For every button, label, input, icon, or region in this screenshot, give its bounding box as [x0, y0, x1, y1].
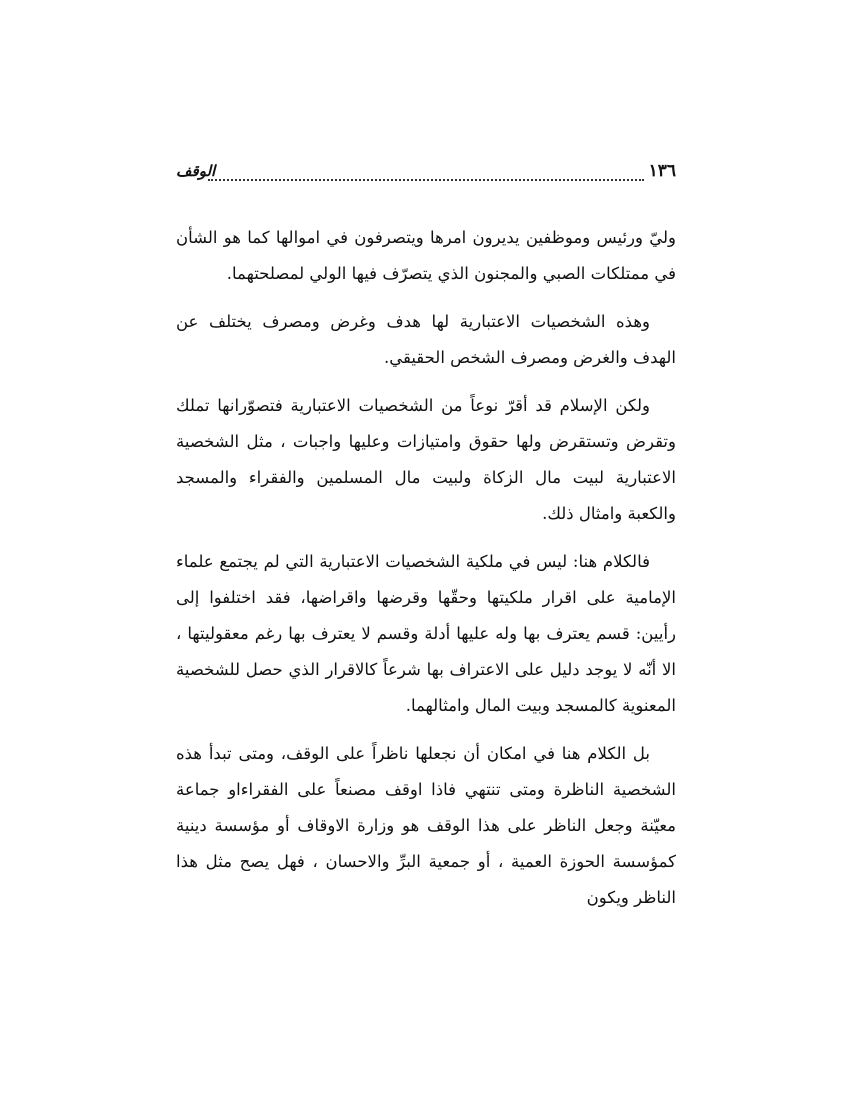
paragraph-4: فالكلام هنا: ليس في ملكية الشخصيات الاعتبارية التي لم يجتمع علماء الإمامية على اقرار ملكيتها وحقّها وقرضها واقراضها، فقد اختلفوا إلى رأيين: قسم يعترف بها وله عليها أدلة وقسم لا يعترف بها رغم معقوليتها ، الا أنّه لا يوجد دليل على الاعتراف بها شرعاً كالاقرار الذي حصل للشخصية المعنوية كالمسجد وبيت المال وامثالهما. [176, 552, 676, 715]
paragraph-2: وهذه الشخصيات الاعتبارية لها هدف وغرض ومصرف يختلف عن الهدف والغرض ومصرف الشخص الحقيقي. [176, 312, 676, 367]
paragraph-1: وليّ ورئيس وموظفين يديرون امرها ويتصرفون في اموالها كما هو الشأن في ممتلكات الصبي والمجنون الذي يتصرّف فيها الولي لمصلحتهما. [176, 228, 676, 283]
dotted-leader [208, 165, 644, 181]
paragraph-5: بل الكلام هنا في امكان أن نجعلها ناظراً على الوقف، ومتى تبدأ هذه الشخصية الناظرة ومتى تنتهي فاذا اوقف مصنعاً على الفقراءاو جماعة معيّنة وجعل الناظر على هذا الوقف هو وزارة الاوقاف أو مؤسسة دينية كمؤسسة الحوزة العمية ، أو جمعية البرِّ والاحسان ، فهل يصح مثل هذا الناظر ويكون [176, 744, 676, 907]
page-number: ١٣٦ [648, 161, 676, 181]
page-header [176, 160, 676, 182]
body-text [176, 220, 676, 928]
paragraph-3: ولكن الإسلام قد أقرّ نوعاً من الشخصيات الاعتبارية فتصوّرانها تملك وتقرض وتستقرض ولها حقوق وامتيازات وعليها واجبات ، مثل الشخصية الاعتبارية لبيت مال الزكاة ولبيت مال المسلمين والفقراء والمسجد والكعبة وامثال ذلك. [176, 396, 676, 523]
running-title: الوقف [176, 162, 216, 180]
